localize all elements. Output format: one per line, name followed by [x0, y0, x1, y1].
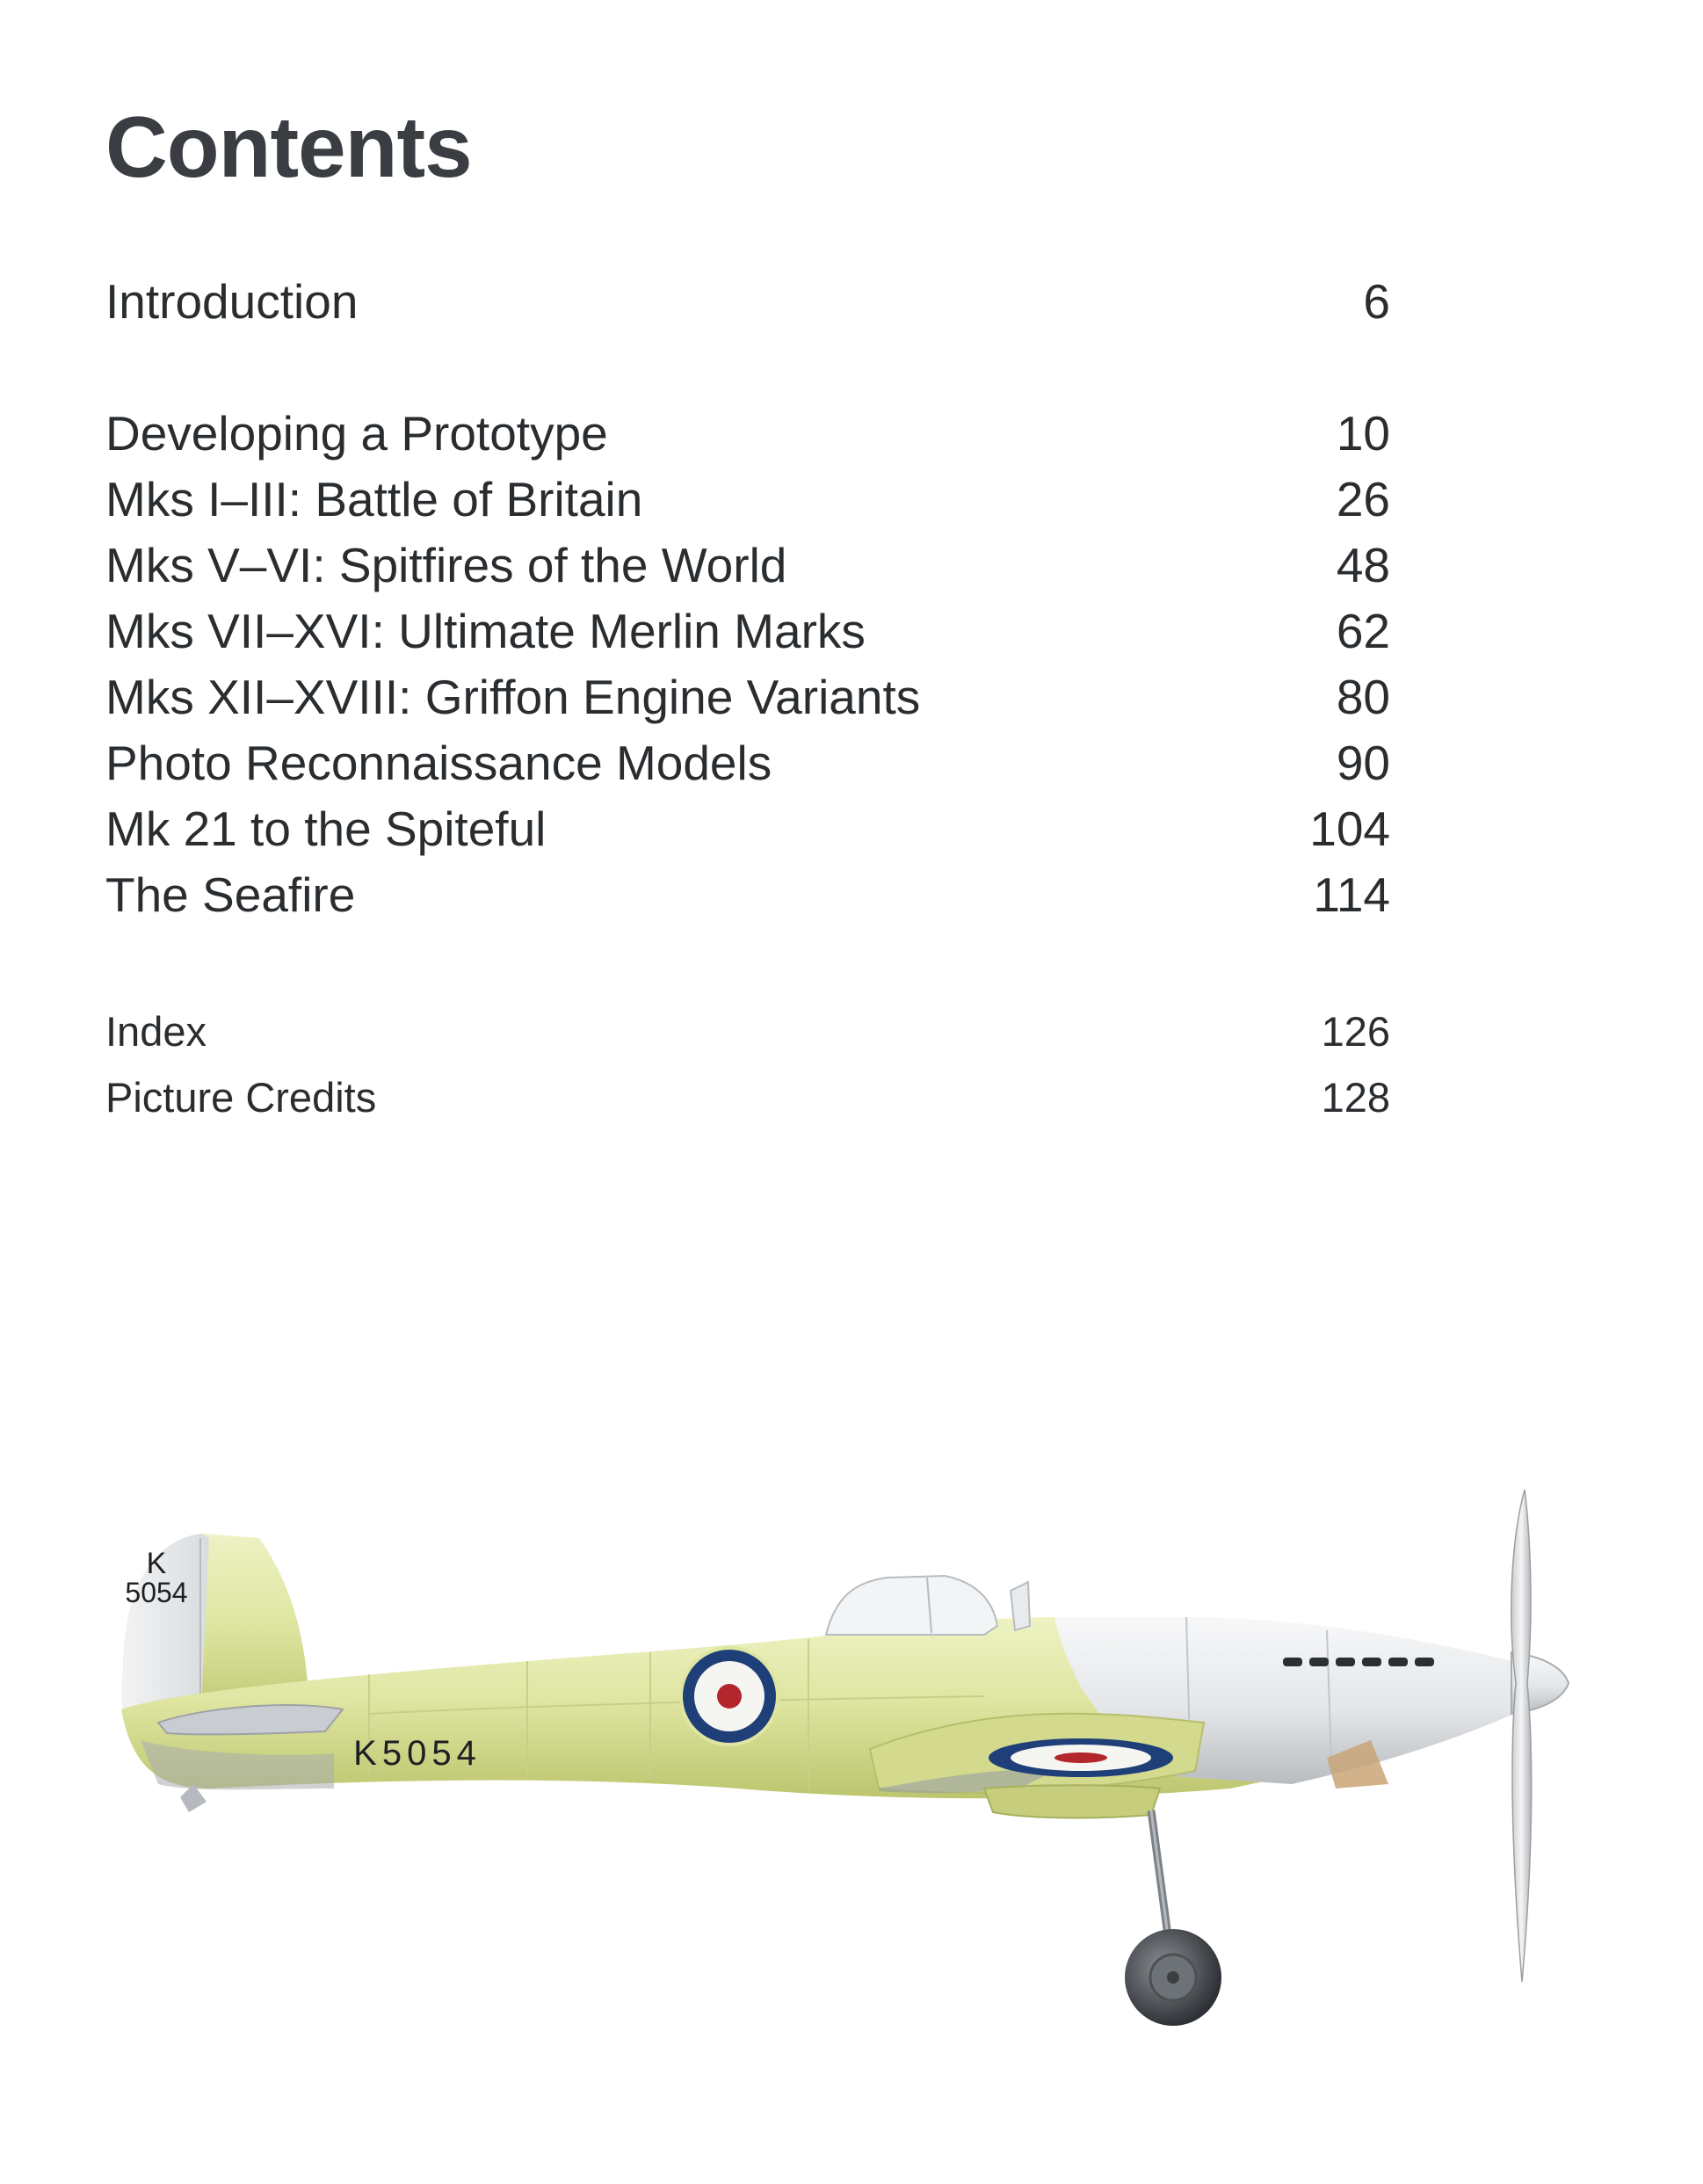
- propeller: [1511, 1490, 1532, 1982]
- toc-entry-chapter[interactable]: [105, 867, 1390, 922]
- toc-entry-label: The Seafire: [105, 867, 356, 922]
- toc-entry-index[interactable]: [105, 1008, 1390, 1055]
- toc-entry-label: Mks VII–XVI: Ultimate Merlin Marks: [105, 604, 866, 658]
- radiator: [984, 1785, 1160, 1818]
- toc-entry-page: 10: [1336, 406, 1390, 461]
- toc-entry-label: Introduction: [105, 274, 359, 329]
- toc-entry-chapter[interactable]: [105, 670, 1390, 724]
- toc-entry-page: 114: [1313, 867, 1390, 922]
- toc-entry-page: 80: [1336, 670, 1390, 724]
- fuselage-serial: K5054: [353, 1734, 482, 1773]
- toc-entry-picture-credits[interactable]: [105, 1074, 1390, 1121]
- spitfire-illustration: [105, 1485, 1582, 2074]
- toc-entry-label: Mks XII–XVIII: Griffon Engine Variants: [105, 670, 921, 724]
- tail-code-number: 5054: [125, 1577, 188, 1608]
- toc-entry-label: Mks V–VI: Spitfires of the World: [105, 538, 787, 592]
- fuselage-roundel: [679, 1646, 779, 1746]
- toc-entry-chapter[interactable]: [105, 472, 1390, 526]
- toc-entry-page: 126: [1321, 1008, 1390, 1055]
- toc-entry-page: 128: [1321, 1074, 1390, 1121]
- toc-entry-chapter[interactable]: [105, 406, 1390, 461]
- wing-roundel: [989, 1738, 1173, 1777]
- toc-entry-chapter[interactable]: [105, 736, 1390, 790]
- toc-entry-label: Mk 21 to the Spiteful: [105, 802, 547, 856]
- page-title: Contents: [105, 98, 472, 195]
- toc-entry-label: Picture Credits: [105, 1074, 377, 1121]
- toc-entry-page: 26: [1336, 472, 1390, 526]
- toc-entry-label: Index: [105, 1008, 207, 1055]
- toc-entry-chapter[interactable]: [105, 802, 1390, 856]
- toc-entry-introduction[interactable]: [105, 274, 1390, 329]
- toc-entry-page: 90: [1336, 736, 1390, 790]
- toc-entry-page: 62: [1336, 604, 1390, 658]
- toc-entry-chapter[interactable]: [105, 604, 1390, 658]
- toc-entry-page: 104: [1309, 802, 1390, 856]
- toc-entry-page: 48: [1336, 538, 1390, 592]
- toc-entry-label: Developing a Prototype: [105, 406, 608, 461]
- toc-entry-label: Photo Reconnaissance Models: [105, 736, 772, 790]
- toc-entry-label: Mks I–III: Battle of Britain: [105, 472, 643, 526]
- canopy: [826, 1576, 997, 1635]
- toc-entry-page: 6: [1363, 274, 1390, 329]
- toc-entry-chapter[interactable]: [105, 538, 1390, 592]
- tail-code-letter: K: [146, 1547, 167, 1580]
